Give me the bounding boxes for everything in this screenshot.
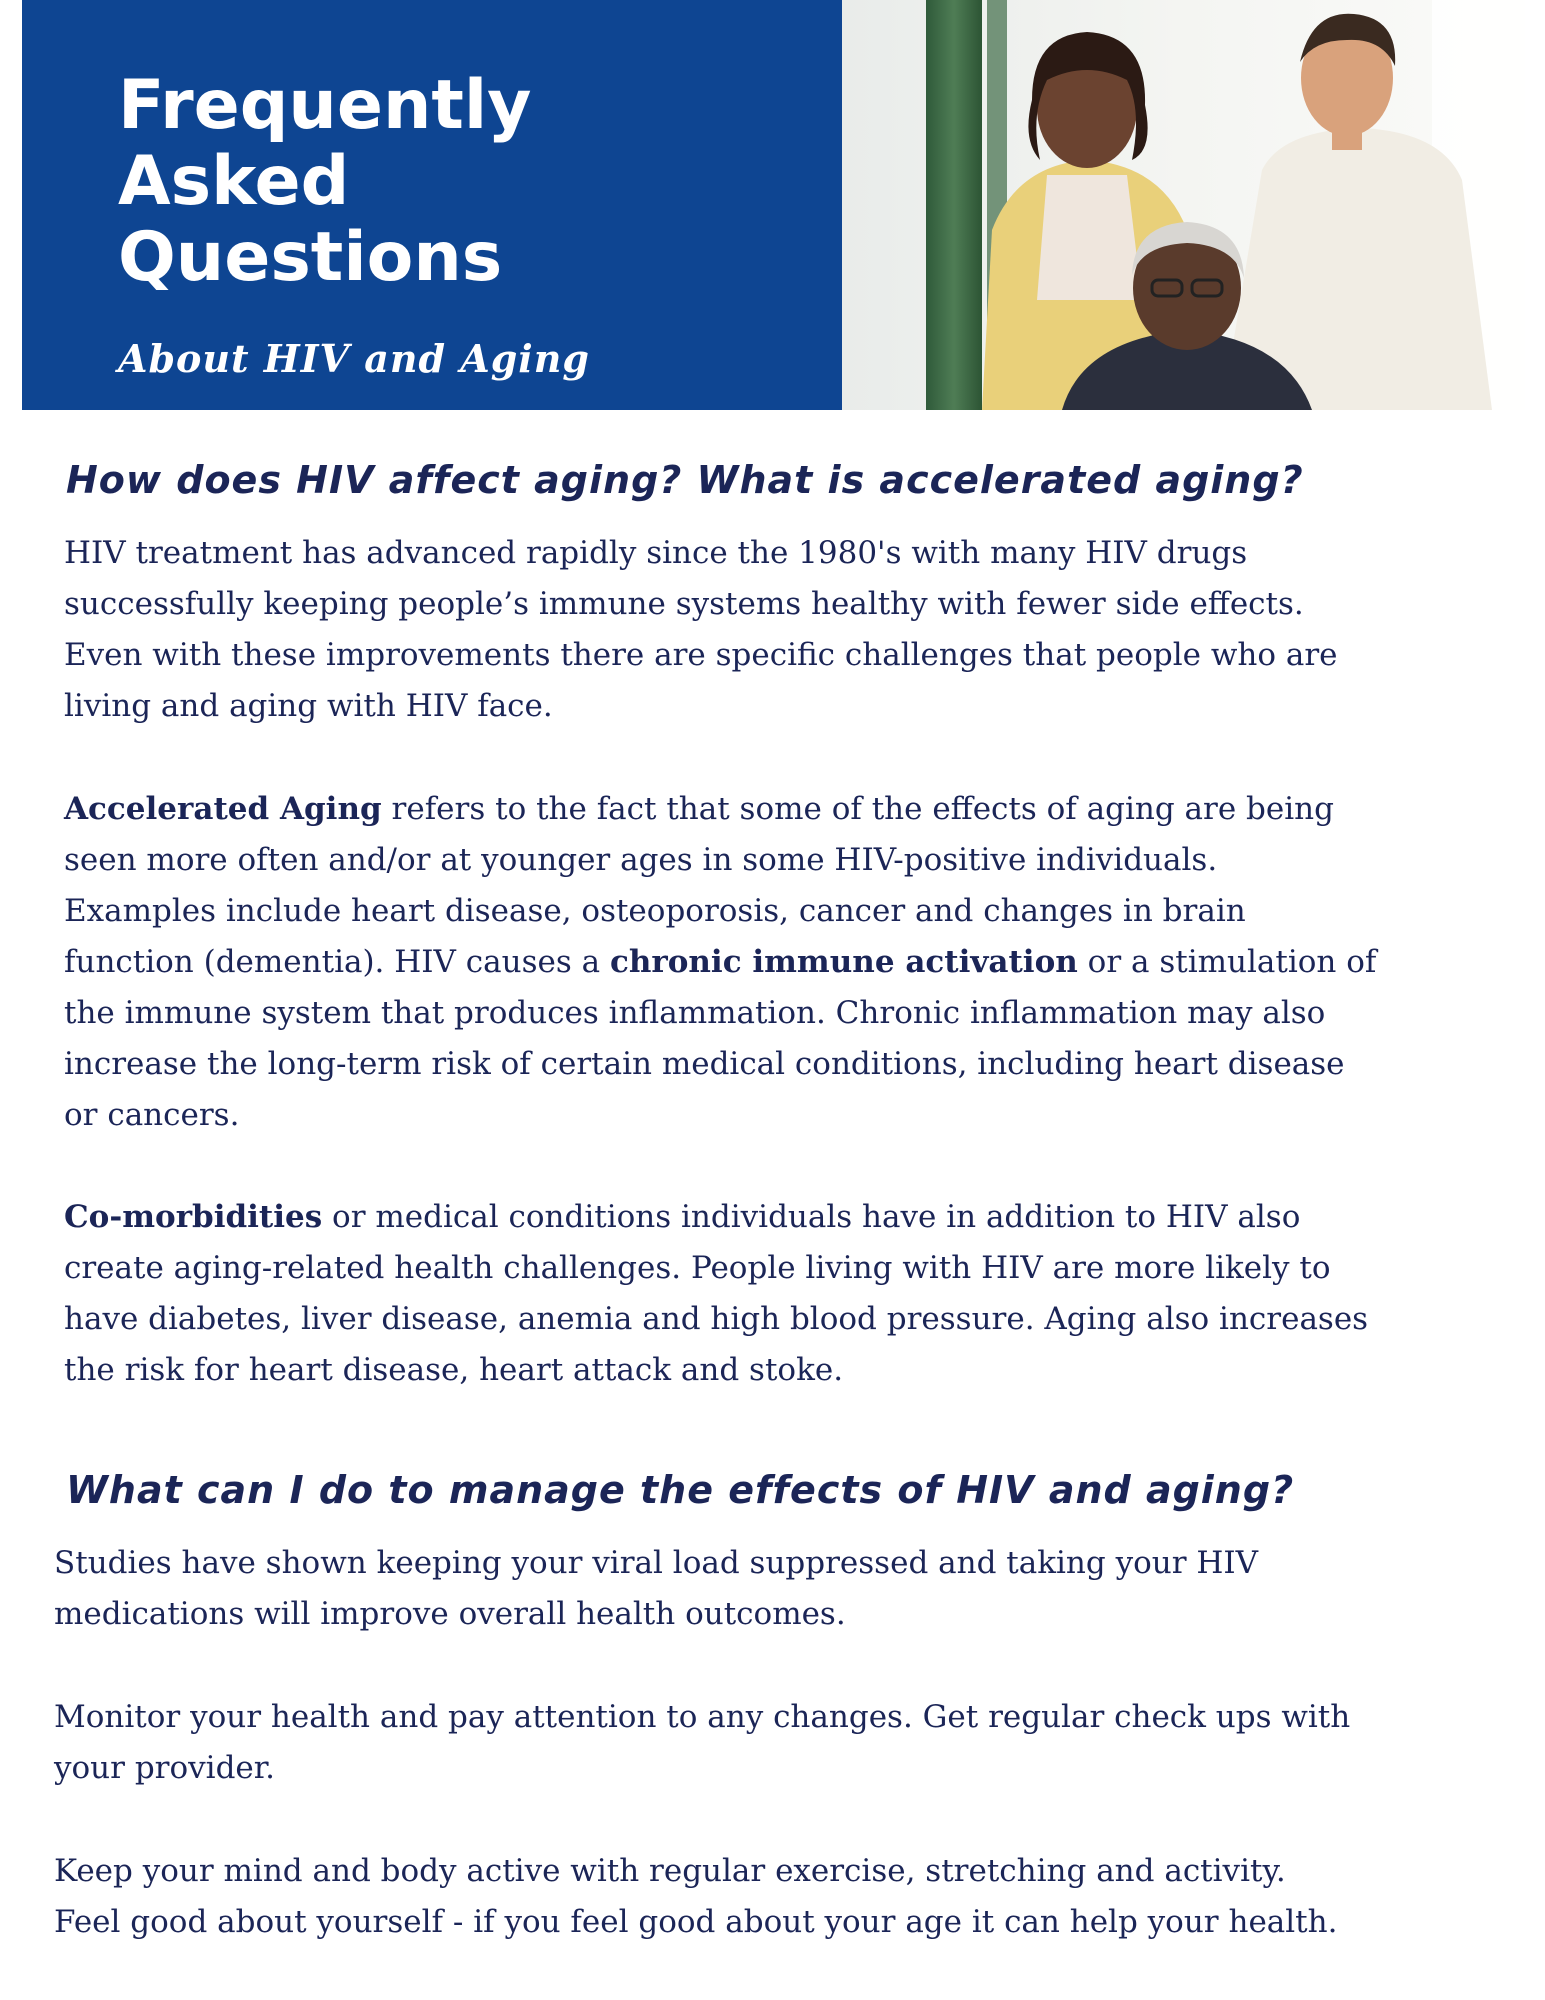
banner-subtitle: About HIV and Aging [118, 336, 590, 381]
text-line: seen more often and/or at younger ages in some HIV-positive individuals. [64, 842, 1218, 878]
text-line: Examples include heart disease, osteoporosis, cancer and changes in brain [64, 893, 1246, 929]
text-line: your provider. [54, 1750, 276, 1786]
term-accelerated-aging: Accelerated Aging [64, 791, 382, 827]
text-line: living and aging with HIV face. [64, 688, 553, 724]
banner-title [118, 68, 532, 296]
text-segment: or medical conditions individuals have in addition to HIV also [322, 1199, 1301, 1235]
photo-illustration [842, 0, 1525, 410]
text-line: Even with these improvements there are specific challenges that people who are [64, 637, 1338, 673]
banner-title-line: Frequently [118, 66, 532, 145]
text-line: increase the long-term risk of certain medical conditions, including heart disease [64, 1046, 1345, 1082]
paragraph-hiv-treatment [64, 528, 1524, 732]
text-line: Monitor your health and pay attention to any changes. Get regular check ups with [54, 1699, 1351, 1735]
text-line: the risk for heart disease, heart attack and stoke. [64, 1352, 844, 1388]
text-line: Studies have shown keeping your viral load suppressed and taking your HIV [54, 1545, 1259, 1581]
text-segment: function (dementia). HIV causes a [64, 944, 610, 980]
paragraph-viral-load [54, 1538, 1514, 1640]
paragraph-co-morbidities [64, 1192, 1524, 1396]
paragraph-stay-active [54, 1846, 1514, 1948]
text-line: have diabetes, liver disease, anemia and high blood pressure. Aging also increases [64, 1301, 1369, 1337]
question-heading-1: How does HIV affect aging? What is accelerated aging? [66, 458, 1304, 502]
text-line: HIV treatment has advanced rapidly since the 1980's with many HIV drugs [64, 535, 1248, 571]
paragraph-monitor-health [54, 1692, 1514, 1794]
paragraph-accelerated-aging [64, 784, 1524, 1141]
text-line: the immune system that produces inflammation. Chronic inflammation may also [64, 995, 1326, 1031]
term-co-morbidities: Co-morbidities [64, 1199, 323, 1235]
text-line: Feel good about yourself - if you feel good about your age it can help your health. [54, 1904, 1338, 1940]
text-line [64, 937, 1524, 988]
banner-title-line: Asked [118, 142, 350, 221]
term-chronic-immune-activation: chronic immune activation [609, 944, 1078, 980]
text-line: Keep your mind and body active with regular exercise, stretching and activity. [54, 1853, 1286, 1889]
header-banner [22, 0, 842, 410]
text-segment: or a stimulation of [1077, 944, 1377, 980]
text-line: medications will improve overall health outcomes. [54, 1596, 846, 1632]
banner-title-line: Questions [118, 218, 503, 297]
question-heading-2: What can I do to manage the effects of HIV and aging? [66, 1468, 1295, 1512]
text-line: or cancers. [64, 1097, 240, 1133]
text-line: successfully keeping people’s immune systems healthy with fewer side effects. [64, 586, 1304, 622]
text-line [64, 1192, 1524, 1243]
text-line: create aging-related health challenges. People living with HIV are more likely to [64, 1250, 1331, 1286]
text-line [64, 784, 1524, 835]
text-segment: refers to the fact that some of the effects of aging are being [381, 791, 1334, 827]
header-photo [842, 0, 1525, 410]
